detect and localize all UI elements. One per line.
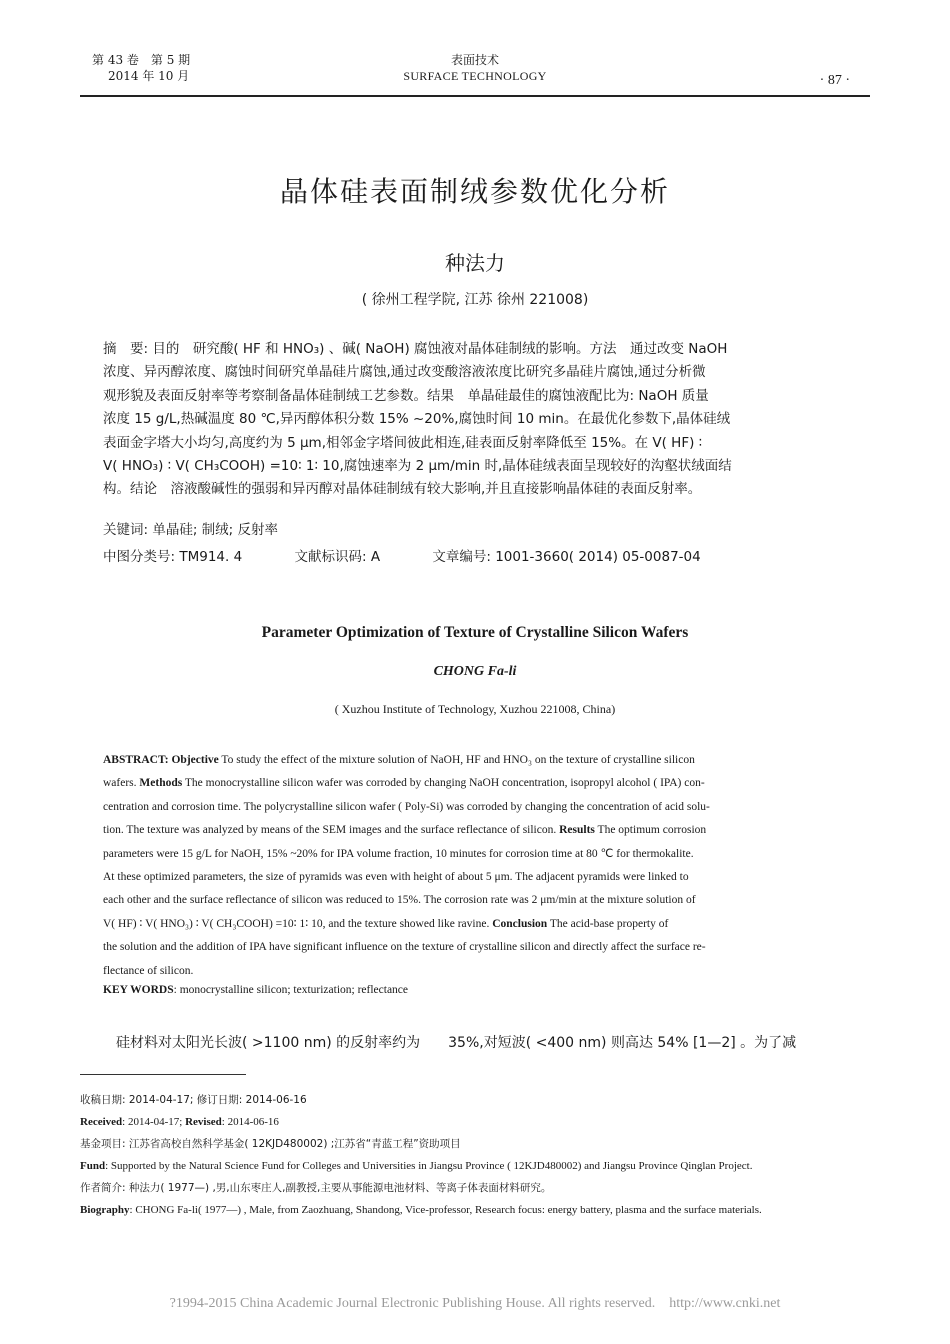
abstract-en-text: tion. The texture was analyzed by means of the SEM images and the surface reflectance of silicon. bbox=[103, 824, 560, 837]
keywords-cn: 关键词: 单晶硅; 制绒; 反射率 bbox=[103, 522, 279, 538]
affiliation-cn: ( 徐州工程学院, 江苏 徐州 221008) bbox=[361, 292, 589, 308]
footnote-rule bbox=[80, 1074, 246, 1075]
abstract-en-line bbox=[103, 772, 849, 795]
abstract-en-text: parameters were 15 g/L for NaOH, 15% ~20% for IPA volume fraction, 10 minutes for corrosion time at 80 ℃ for thermokalite. bbox=[103, 847, 694, 860]
classification-number: 中图分类号: TM914. 4 bbox=[103, 549, 243, 565]
footnote-label: Biography bbox=[80, 1204, 130, 1216]
abstract-en-line bbox=[103, 913, 849, 936]
keywords-en bbox=[103, 984, 408, 996]
abstract-en-text: The acid-base property of bbox=[547, 917, 669, 930]
footnote-line bbox=[80, 1203, 860, 1217]
copyright-notice: ?1994-2015 China Academic Journal Electronic Publishing House. All rights reserved. http://www.cnki.net bbox=[169, 1296, 781, 1311]
author-cn: 种法力 bbox=[445, 251, 505, 275]
footnote-line bbox=[80, 1181, 860, 1195]
abstract-cn-line: 构。结论 溶液酸碱性的强弱和异丙醇对晶体硅制绒有较大影响,并且直接影响晶体硅的表面反射率。 bbox=[103, 481, 702, 498]
classification-row bbox=[103, 545, 851, 565]
abstract-en-heading: Conclusion bbox=[492, 917, 548, 930]
abstract-en-heading: Methods bbox=[139, 777, 183, 790]
article-title-cn: 晶体硅表面制绒参数优化分析 bbox=[279, 175, 670, 208]
abstract-en-line bbox=[103, 819, 849, 842]
abstract-en-line bbox=[103, 960, 849, 983]
body-first-line: 硅材料对太阳光长波( >1100 nm) 的反射率约为 35%,对短波( <400 nm) 则高达 54% [1—2] 。为了减 bbox=[116, 1035, 797, 1051]
abstract-en-text: wafers. bbox=[103, 777, 140, 790]
header-rule bbox=[80, 95, 870, 97]
abstract-cn-line: 观形貌及表面反射率等考察制备晶体硅制绒工艺参数。结果 单晶硅最佳的腐蚀液配比为: NaOH 质量 bbox=[103, 387, 709, 404]
footnote-text: 作者简介: 种法力( 1977—) ,男,山东枣庄人,副教授,主要从事能源电池材料、等离子体表面材料研究。 bbox=[80, 1182, 552, 1194]
footnote-line bbox=[80, 1159, 860, 1173]
footnote-line bbox=[80, 1115, 860, 1129]
issue-date: 2014 年 10 月 bbox=[108, 69, 190, 83]
footnote-text: 收稿日期: 2014-04-17; 修订日期: 2014-06-16 bbox=[80, 1094, 307, 1106]
footnote-line bbox=[80, 1093, 860, 1107]
issue-volume: 第 43 卷 第 5 期 bbox=[92, 53, 191, 67]
journal-name-cn: 表面技术 bbox=[450, 53, 499, 67]
abstract-en-text: centration and corrosion time. The polycrystalline silicon wafer ( Poly-Si) was corroded by changing the concentration of acid solu- bbox=[103, 800, 710, 813]
abstract-en-text: The optimum corrosion bbox=[594, 824, 707, 837]
affiliation-en: ( Xuzhou Institute of Technology, Xuzhou 221008, China) bbox=[334, 702, 616, 716]
author-en: CHONG Fa-li bbox=[433, 664, 517, 679]
keywords-en-text: : monocrystalline silicon; texturization; reflectance bbox=[173, 984, 409, 996]
footnote-label: Received bbox=[80, 1116, 123, 1128]
abstract-en-heading: ABSTRACT: bbox=[103, 754, 172, 766]
abstract-cn-line: 摘 要: 目的 研究酸( HF 和 HNO₃) 、碱( NaOH) 腐蚀液对晶体硅制绒的影响。方法 通过改变 NaOH bbox=[103, 341, 728, 357]
abstract-en-heading: Results bbox=[559, 824, 595, 837]
journal-name bbox=[0, 52, 950, 84]
abstract-en-line bbox=[103, 936, 849, 959]
abstract-cn bbox=[103, 338, 851, 502]
abstract-en-text: each other and the surface reflectance of silicon was reduced to 15%. The corrosion rate was 2 μm/min at the mixture solution of bbox=[103, 894, 696, 907]
abstract-cn-line: 浓度、异丙醇浓度、腐蚀时间研究单晶硅片腐蚀,通过改变酸溶液浓度比研究多晶硅片腐蚀,通过分析微 bbox=[103, 364, 706, 381]
footnote-text: : 2014-04-17; bbox=[122, 1116, 186, 1128]
footnote-line bbox=[80, 1137, 860, 1151]
abstract-en-text: the solution and the addition of IPA have significant influence on the texture of crystalline silicon and directly affect the surface re- bbox=[103, 941, 706, 954]
abstract-en-text: V( HF) ∶ V( HNO₃) ∶ V( CH₃COOH) =10∶ 1∶ 10, and the texture showed like ravine. bbox=[103, 917, 493, 930]
page-number: · 87 · bbox=[819, 73, 850, 88]
footnote-label: Fund bbox=[80, 1160, 106, 1172]
footnote-text: : CHONG Fa-li( 1977—) , Male, from Zaozhuang, Shandong, Vice-professor, Research focus: energy battery, plasma and the surface materials. bbox=[129, 1204, 762, 1216]
footnote-text: : Supported by the Natural Science Fund for Colleges and Universities in Jiangsu Province ( 12KJD480002) and Jiangsu Province Qinglan Project. bbox=[105, 1160, 753, 1172]
abstract-cn-line: V( HNO₃) ∶ V( CH₃COOH) =10∶ 1∶ 10,腐蚀速率为 2 μm/min 时,晶体硅绒表面呈现较好的沟壑状绒面结 bbox=[103, 458, 732, 475]
footnote-text: 基金项目: 江苏省高校自然科学基金( 12KJD480002) ;江苏省“青蓝工程”资助项目 bbox=[80, 1138, 461, 1150]
abstract-en-line bbox=[103, 796, 849, 819]
abstract-en-text: At these optimized parameters, the size of pyramids was even with height of about 5 μm. The adjacent pyramids were linked to bbox=[103, 871, 689, 884]
journal-name-en: SURFACE TECHNOLOGY bbox=[403, 69, 547, 83]
abstract-cn-line: 表面金字塔大小均匀,高度约为 5 μm,相邻金字塔间彼此相连,硅表面反射率降低至 15%。在 V( HF) ∶ bbox=[103, 434, 703, 451]
article-id: 文章编号: 1001-3660( 2014) 05-0087-04 bbox=[432, 549, 701, 565]
abstract-en-line bbox=[103, 889, 849, 912]
abstract-en-line bbox=[103, 843, 849, 866]
abstract-cn-line: 浓度 15 g/L,热碱温度 80 ℃,异丙醇体积分数 15% ~20%,腐蚀时间 10 min。在最优化参数下,晶体硅绒 bbox=[103, 411, 731, 428]
keywords-en-label: KEY WORDS bbox=[103, 984, 174, 996]
abstract-en-text: The monocrystalline silicon wafer was corroded by changing NaOH concentration, isopropyl alcohol ( IPA) con- bbox=[182, 777, 705, 790]
abstract-en-text: To study the effect of the mixture solution of NaOH, HF and HNO₃ on the texture of crystalline silicon bbox=[218, 754, 695, 766]
footnote-label: Revised bbox=[185, 1116, 222, 1128]
abstract-en-heading: Objective bbox=[171, 754, 219, 766]
abstract-en bbox=[103, 749, 849, 983]
footnote-text: : 2014-06-16 bbox=[221, 1116, 279, 1128]
abstract-en-text: flectance of silicon. bbox=[103, 964, 194, 977]
abstract-en-line bbox=[103, 866, 849, 889]
document-code: 文献标识码: A bbox=[294, 549, 381, 565]
article-title-en: Parameter Optimization of Texture of Crystalline Silicon Wafers bbox=[261, 624, 689, 641]
abstract-en-line bbox=[103, 749, 849, 772]
